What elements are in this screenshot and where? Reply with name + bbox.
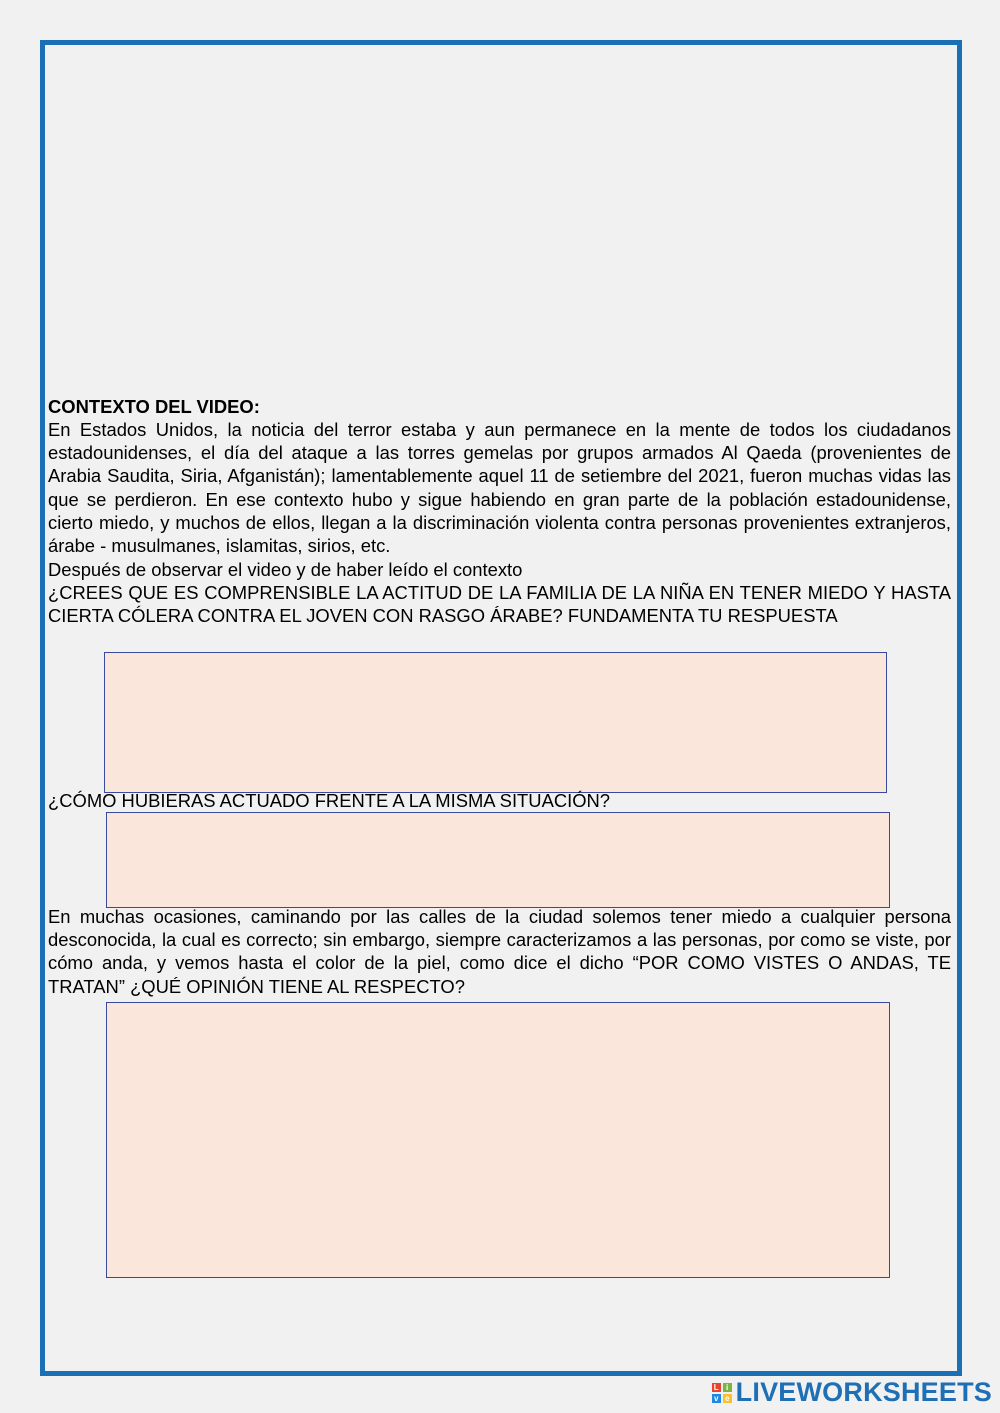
liveworksheets-logo [712, 1377, 992, 1408]
context-paragraph: En Estados Unidos, la noticia del terror estaba y aun permanece en la mente de todos los ciudadanos estadounidenses, el día del ataque a las torres gemelas por grupos armados Al Qaeda (provenientes de Arabia Saudita, Siria, Afganistán); lamentablemente aquel 11 de setiembre del 2021, fueron muchas vidas las que se perdieron. En ese contexto hubo y sigue habiendo en gran parte de la población estadounidense, cierto miedo, y muchos de ellos, llegan a la discriminación violenta contra personas provenientes extranjeros, árabe - musulmanes, islamitas, sirios, etc. [48, 419, 951, 557]
brand-icon-letter: e [723, 1394, 732, 1403]
context-title: CONTEXTO DEL VIDEO: [48, 396, 260, 417]
brand-icon-letter: i [723, 1383, 732, 1392]
brand-icon-letter: L [712, 1383, 721, 1392]
question-3: En muchas ocasiones, caminando por las calles de la ciudad solemos tener miedo a cualquier persona desconocida, la cual es correcto; sin embargo, siempre caracterizamos a las personas, por como se viste, por cómo anda, y vemos hasta el color de la piel, como dice el dicho “POR COMO VISTES O ANDAS, TE TRATAN” ¿QUÉ OPINIÓN TIENE AL RESPECTO? [48, 906, 951, 997]
question-1: ¿CREES QUE ES COMPRENSIBLE LA ACTITUD DE LA FAMILIA DE LA NIÑA EN TENER MIEDO Y HASTA CIERTA CÓLERA CONTRA EL JOVEN CON RASGO ÁRABE? FUNDAMENTA TU RESPUESTA [48, 582, 951, 627]
question-2: ¿CÓMO HUBIERAS ACTUADO FRENTE A LA MISMA SITUACIÓN? [48, 790, 611, 811]
instruction-text: Después de observar el video y de haber leído el contexto [48, 559, 523, 580]
liveworksheets-wordmark: LIVEWORKSHEETS [735, 1377, 992, 1407]
liveworksheets-icon [712, 1383, 732, 1403]
answer-box-3[interactable] [106, 1002, 890, 1278]
answer-box-2[interactable] [106, 812, 890, 908]
brand-icon-letter: v [712, 1394, 721, 1403]
answer-box-1[interactable] [104, 652, 887, 793]
